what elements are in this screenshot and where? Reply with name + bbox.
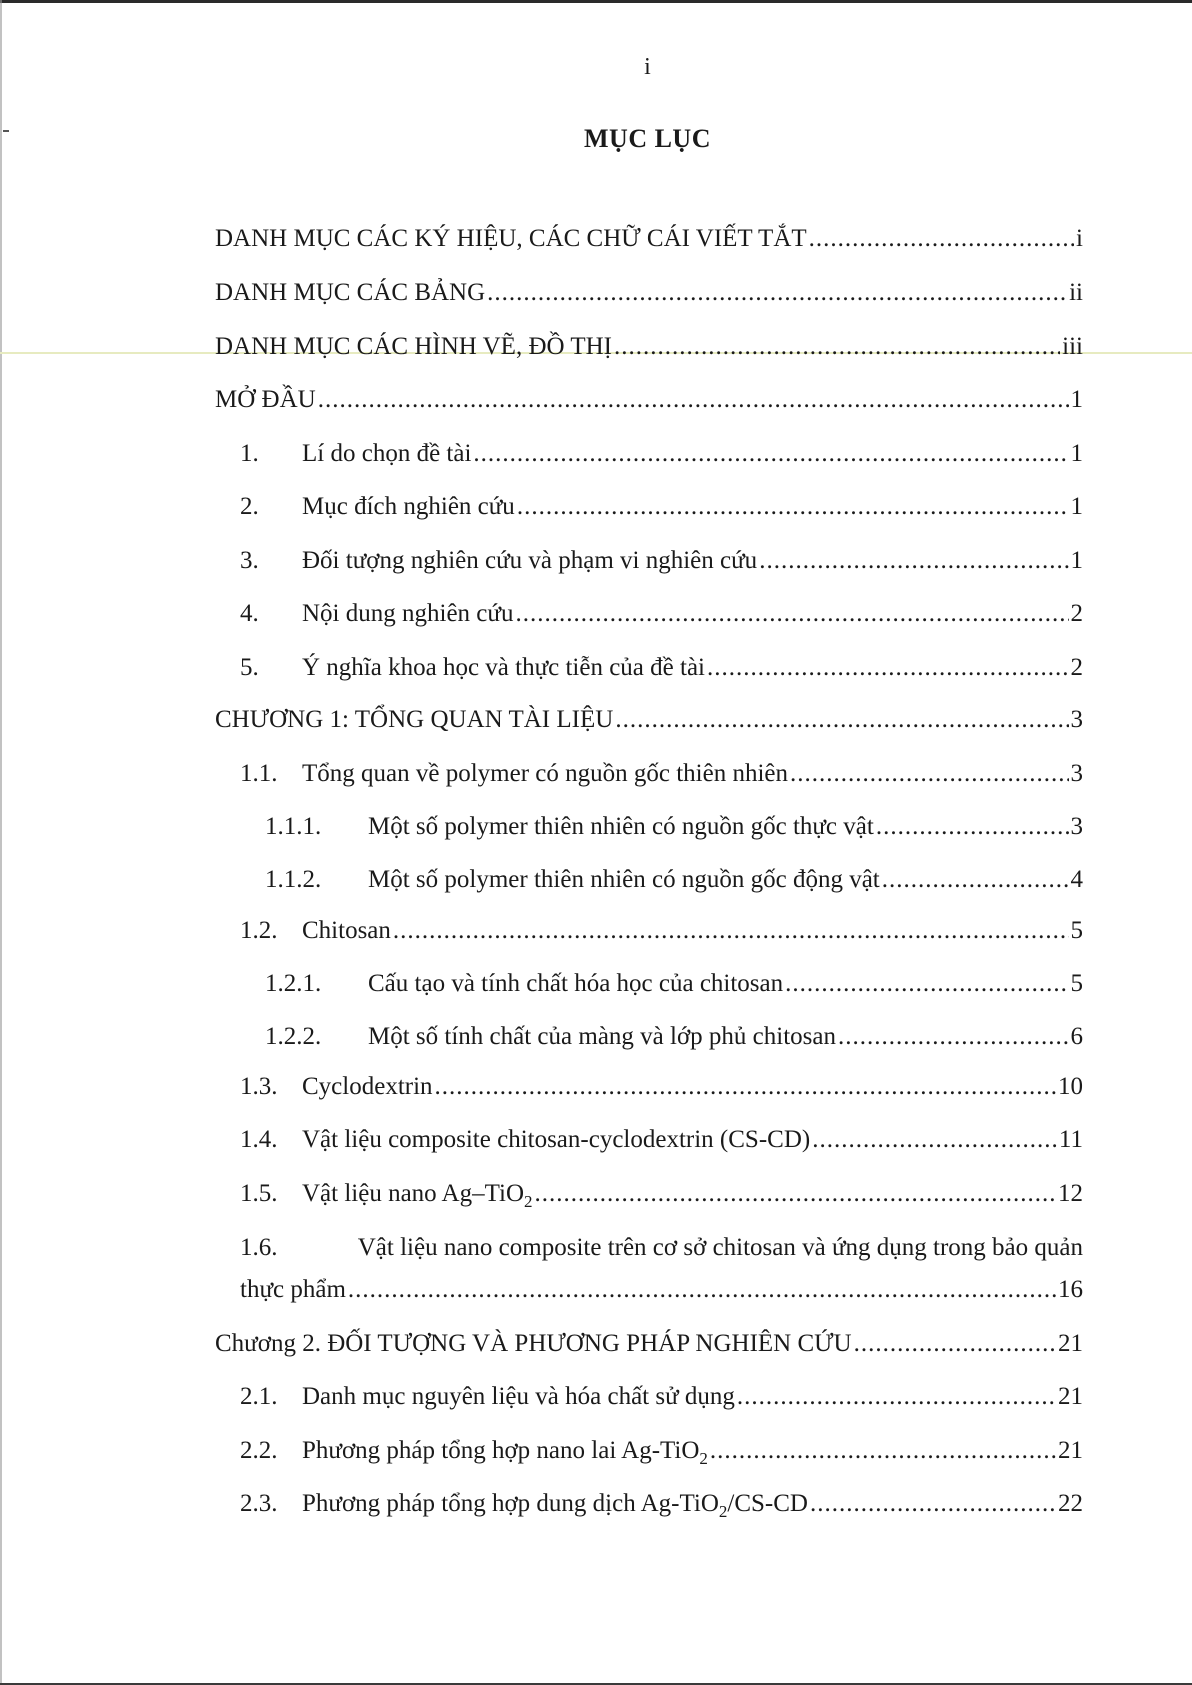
toc-entry-page: 3 (1070, 706, 1083, 733)
toc-entry-section[interactable] (240, 915, 1083, 947)
scan-top-edge (0, 0, 1192, 3)
toc-entry-introduction[interactable] (215, 384, 1083, 416)
toc-entry-page: iii (1062, 333, 1083, 360)
scan-left-edge (0, 0, 2, 1685)
toc-entry-section[interactable] (240, 1071, 1083, 1103)
toc-leader-dots (810, 1488, 1056, 1520)
toc-entry-page: 2 (1070, 600, 1083, 627)
toc-entry-text (302, 1435, 708, 1467)
toc-entry-page: 1 (1070, 440, 1083, 467)
toc-entry-text: Vật liệu nano composite trên cơ sở chitosan và ứng dụng trong bảo quản (357, 1234, 1083, 1261)
toc-entry-number: 1.6. (240, 1234, 278, 1261)
toc-entry-page: 10 (1058, 1073, 1083, 1100)
toc-entry-number: 2.3. (240, 1490, 278, 1517)
toc-entry-page: 6 (1070, 1023, 1083, 1050)
toc-entry-text (302, 1488, 808, 1520)
toc-entry-page: 1 (1070, 547, 1083, 574)
toc-entry-number: 4. (240, 600, 259, 627)
toc-entry-page: 2 (1070, 654, 1083, 681)
toc-entry-number: 1.1.1. (265, 813, 322, 840)
toc-entry-page: i (1076, 225, 1083, 252)
toc-entry-page: 3 (1070, 760, 1083, 787)
toc-entry-subscript: 2 (718, 1502, 728, 1521)
toc-entry-text (302, 1178, 533, 1210)
toc-entry-number: 2.2. (240, 1437, 278, 1464)
toc-entry-page: 5 (1070, 970, 1083, 997)
toc-entry-section[interactable] (240, 758, 1083, 790)
toc-leader-dots (876, 811, 1069, 843)
toc-entry-section[interactable] (240, 1178, 1083, 1210)
toc-leader-dots (854, 1328, 1056, 1360)
toc-entry-section[interactable] (240, 1381, 1083, 1413)
toc-entry-page: ii (1069, 279, 1083, 306)
toc-leader-dots (615, 704, 1068, 736)
toc-entry-subscript: 2 (699, 1449, 708, 1468)
toc-entry-text: Tổng quan về polymer có nguồn gốc thiên nhiên (302, 760, 788, 787)
toc-entry-text: CHƯƠNG 1: TỔNG QUAN TÀI LIỆU (215, 706, 614, 733)
toc-entry-section[interactable] (240, 652, 1083, 684)
toc-entry-section[interactable] (240, 491, 1083, 523)
toc-entry-text: Cấu tạo và tính chất hóa học của chitosan (368, 970, 784, 997)
toc-entry-page: 22 (1058, 1490, 1083, 1517)
toc-entry-number: 1.5. (240, 1180, 278, 1207)
toc-entry-text: Danh mục nguyên liệu và hóa chất sử dụng (302, 1383, 735, 1410)
toc-entry-abbreviations[interactable] (215, 223, 1083, 255)
toc-entry-text: MỞ ĐẦU (215, 386, 316, 413)
toc-entry-number: 1.3. (240, 1073, 278, 1100)
toc-entry-number: 1.2. (240, 917, 278, 944)
toc-entry-section-continuation[interactable] (240, 1274, 1083, 1306)
toc-entry-text: Chitosan (302, 917, 391, 944)
toc-entry-number: 1.2.2. (265, 1023, 322, 1050)
toc-leader-dots (393, 915, 1069, 947)
toc-entry-text: Một số tính chất của màng và lớp phủ chitosan (368, 1023, 836, 1050)
toc-leader-dots (710, 1435, 1056, 1467)
toc-entry-page: 12 (1058, 1180, 1083, 1207)
toc-leader-dots (809, 223, 1074, 255)
toc-entry-subsection[interactable] (265, 1021, 1083, 1053)
toc-entry-text: Một số polymer thiên nhiên có nguồn gốc động vật (368, 866, 880, 893)
toc-entry-subscript: 2 (524, 1192, 533, 1211)
toc-entry-number: 2. (240, 493, 259, 520)
toc-entry-text: DANH MỤC CÁC HÌNH VẼ, ĐỒ THỊ (215, 333, 612, 360)
toc-entry-section[interactable] (240, 1435, 1083, 1467)
toc-leader-dots (473, 438, 1068, 470)
toc-entry-page: 11 (1058, 1126, 1083, 1153)
toc-entry-page: 16 (1058, 1276, 1083, 1303)
toc-entry-page: 1 (1070, 493, 1083, 520)
toc-leader-dots (535, 1178, 1057, 1210)
toc-entry-subsection[interactable] (265, 864, 1083, 896)
toc-entry-text: Nội dung nghiên cứu (302, 600, 514, 627)
toc-entry-text: DANH MỤC CÁC KÝ HIỆU, CÁC CHỮ CÁI VIẾT TẮT (215, 225, 807, 252)
toc-entry-number: 2.1. (240, 1383, 278, 1410)
toc-entry-text-main: Phương pháp tổng hợp dung dịch Ag-TiO (302, 1490, 719, 1517)
toc-entry-text: Mục đích nghiên cứu (302, 493, 515, 520)
toc-entry-section[interactable] (240, 598, 1083, 630)
toc-entry-section[interactable] (240, 1124, 1083, 1156)
toc-entry-text: DANH MỤC CÁC BẢNG (215, 279, 486, 306)
toc-entry-text-main: Phương pháp tổng hợp nano lai Ag-TiO (302, 1437, 700, 1464)
toc-leader-dots (838, 1021, 1069, 1053)
toc-entry-text-suffix: /CS-CD (727, 1490, 808, 1517)
toc-entry-number: 1.4. (240, 1126, 278, 1153)
toc-entry-text: Đối tượng nghiên cứu và phạm vi nghiên cứu (302, 547, 758, 574)
toc-entry-page: 5 (1070, 917, 1083, 944)
toc-entry-text: Vật liệu composite chitosan-cyclodextrin (CS-CD) (302, 1126, 811, 1153)
toc-entry-section[interactable] (240, 545, 1083, 577)
toc-leader-dots (737, 1381, 1056, 1413)
toc-entry-number: 3. (240, 547, 259, 574)
toc-leader-dots (790, 758, 1069, 790)
toc-entry-tables[interactable] (215, 277, 1083, 309)
toc-entry-page: 21 (1058, 1383, 1083, 1410)
toc-leader-dots (812, 1124, 1057, 1156)
toc-entry-subsection[interactable] (265, 968, 1083, 1000)
toc-entry-text: Chương 2. ĐỐI TƯỢNG VÀ PHƯƠNG PHÁP NGHIÊN CỨU (215, 1330, 852, 1357)
toc-entry-text: Ý nghĩa khoa học và thực tiễn của đề tài (302, 654, 705, 681)
toc-entry-text: Lí do chọn đề tài (302, 440, 472, 467)
toc-entry-section-wrapped[interactable] (240, 1232, 1083, 1264)
toc-entry-number: 1.1. (240, 760, 278, 787)
toc-entry-number: 1.2.1. (265, 970, 322, 997)
toc-entry-chapter-2[interactable] (215, 1328, 1083, 1360)
toc-leader-dots (785, 968, 1068, 1000)
toc-entry-text-main: Vật liệu nano Ag–TiO (302, 1180, 524, 1207)
toc-entry-number: 5. (240, 654, 259, 681)
toc-entry-section[interactable] (240, 1488, 1083, 1520)
toc-entry-text: thực phẩm (240, 1276, 346, 1303)
toc-leader-dots (348, 1274, 1056, 1306)
toc-leader-dots (487, 277, 1067, 309)
toc-leader-dots (517, 491, 1069, 523)
toc-leader-dots (614, 331, 1060, 363)
toc-entry-page: 21 (1058, 1330, 1083, 1357)
toc-leader-dots (318, 384, 1069, 416)
toc-entry-chapter-1[interactable] (215, 704, 1083, 736)
page-number: i (644, 54, 651, 80)
toc-entry-number: 1. (240, 440, 259, 467)
toc-entry-page: 4 (1070, 866, 1083, 893)
toc-entry-page: 21 (1058, 1437, 1083, 1464)
toc-entry-text: Một số polymer thiên nhiên có nguồn gốc thực vật (368, 813, 874, 840)
toc-leader-dots (515, 598, 1068, 630)
toc-leader-dots (759, 545, 1068, 577)
toc-entry-text: Cyclodextrin (302, 1073, 433, 1100)
page-title: MỤC LỤC (584, 124, 711, 153)
toc-entry-section[interactable] (240, 438, 1083, 470)
toc-leader-dots (707, 652, 1069, 684)
toc-entry-figures[interactable] (215, 331, 1083, 363)
toc-entry-subsection[interactable] (265, 811, 1083, 843)
toc-entry-number: 1.1.2. (265, 866, 322, 893)
toc-leader-dots (435, 1071, 1056, 1103)
toc-leader-dots (882, 864, 1069, 896)
toc-entry-page: 3 (1070, 813, 1083, 840)
toc-entry-page: 1 (1070, 386, 1083, 413)
